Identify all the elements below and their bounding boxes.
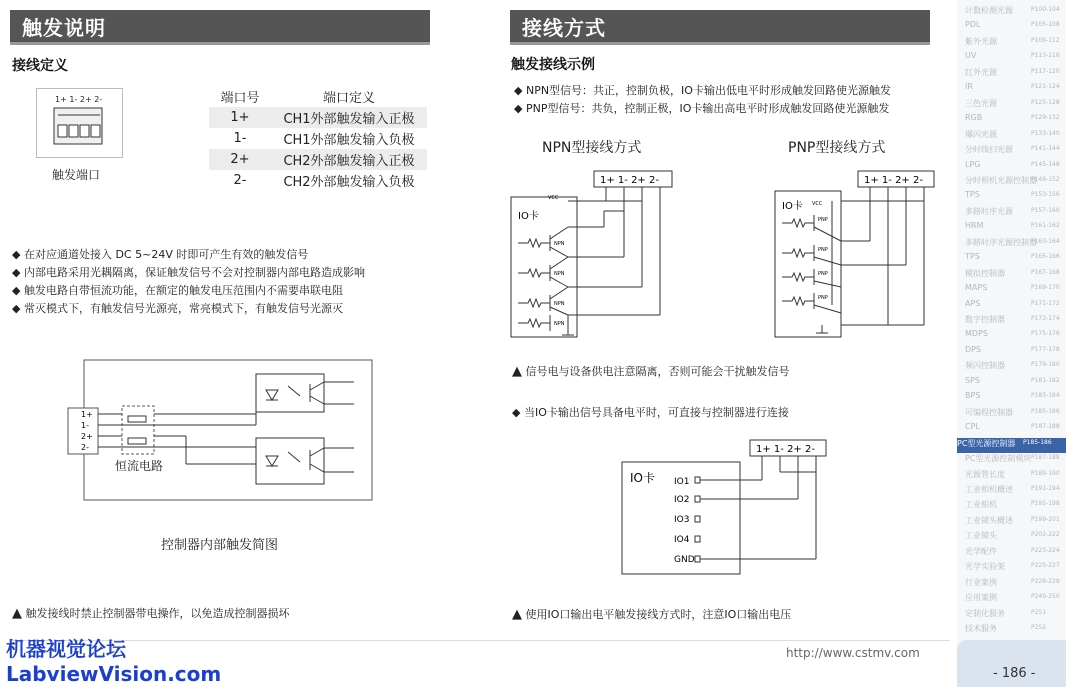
sidebar-item[interactable] <box>965 345 1065 360</box>
pnp-wiring-title: PNP型接线方式 <box>788 140 886 156</box>
sidebar-item[interactable] <box>965 515 1065 530</box>
sidebar-item-page: P175-176 <box>1031 330 1060 338</box>
internal-trigger-circuit-diagram <box>66 356 376 506</box>
port-table-header-cell: 端口号 <box>220 91 260 106</box>
right-warning-1 <box>512 363 790 379</box>
pnp-transistor-label: PNP <box>818 271 828 277</box>
sidebar-item[interactable] <box>965 268 1065 283</box>
pnp-description-text: PNP型信号：共负，控制正极，IO卡输出高电平时形成触发回路使光源触发 <box>525 102 890 115</box>
sidebar-item-page: P251 <box>1031 608 1047 616</box>
sidebar-item-page: P113-116 <box>1031 52 1060 60</box>
sidebar-item-label: 分时线扫光源 <box>965 145 1013 155</box>
diamond-bullet-icon: ◆ <box>12 248 24 261</box>
sidebar-item-label: 模拟控制器 <box>965 268 1005 278</box>
sidebar-item-label: 分时相机光源控制器 <box>965 175 1037 185</box>
left-warning-text: 触发接线时禁止控制器带电操作，以免造成控制器损坏 <box>25 607 290 620</box>
table-row <box>209 170 427 191</box>
port-definition-title: 接线定义 <box>12 58 68 74</box>
io-pin-label: IO4 <box>674 535 690 545</box>
trigger-example-title: 触发接线示例 <box>511 57 595 73</box>
right-header-title: 接线方式 <box>522 16 606 40</box>
sidebar-item[interactable] <box>965 113 1065 128</box>
port-cell: 1- <box>233 131 247 146</box>
port-def-cell: CH1外部触发输入负极 <box>283 133 415 148</box>
right-header-bar <box>510 10 930 45</box>
sidebar-item-label: 工业相机 <box>965 500 997 510</box>
bullet-text: 触发电路自带恒流功能，在额定的触发电压范围内不需要串联电阻 <box>23 284 343 297</box>
sidebar-item[interactable] <box>965 5 1065 20</box>
bullet-text: 常灭模式下，有触发信号光源亮，常亮模式下，有触发信号光源灭 <box>23 302 343 315</box>
sidebar-item-label: BPS <box>965 391 981 401</box>
circuit-pin-label: 1+ <box>81 410 93 419</box>
npn-vcc-label: VCC <box>548 195 559 201</box>
npn-wiring-diagram <box>508 165 688 345</box>
port-cell: 2- <box>233 173 247 188</box>
io-pin-label: IO3 <box>674 515 690 525</box>
sidebar-item[interactable] <box>965 82 1065 97</box>
connector-caption: 触发端口 <box>52 168 101 182</box>
right-warning-2-text: 使用IO口输出电平触发接线方式时，注意IO口输出电压 <box>525 608 792 621</box>
sidebar-item[interactable] <box>965 190 1065 205</box>
sidebar-item-page: P195-198 <box>1031 500 1060 508</box>
sidebar-item-page: P171-172 <box>1031 299 1060 307</box>
sidebar-item-page: P223-224 <box>1031 546 1060 554</box>
connector-pins-label: 1+ 1- 2+ 2- <box>55 95 103 104</box>
diamond-bullet-icon: ◆ <box>512 406 524 419</box>
forum-watermark: 机器视觉论坛 <box>6 637 126 661</box>
sidebar-item[interactable] <box>965 221 1065 236</box>
sidebar-item[interactable] <box>965 469 1065 484</box>
port-table-header-cell: 端口定义 <box>322 91 375 106</box>
list-item <box>12 300 343 316</box>
sidebar-item[interactable] <box>965 376 1065 391</box>
npn-description <box>514 82 891 98</box>
sidebar-item-page: P228-229 <box>1031 577 1060 585</box>
npn-transistor-label: NPN <box>554 321 565 327</box>
sidebar-item-page: P165-166 <box>1031 253 1060 261</box>
sidebar-item-page: P187-188 <box>1031 454 1060 462</box>
left-header-title: 触发说明 <box>22 16 106 40</box>
io-direct-bullet <box>512 404 789 420</box>
left-header-bar <box>10 10 430 45</box>
sidebar-item-label: 光源管长度 <box>965 469 1005 479</box>
sidebar-item[interactable] <box>965 237 1065 252</box>
terminal-label: 1+ 1- 2+ 2- <box>864 175 923 186</box>
sidebar-item[interactable] <box>965 484 1065 499</box>
sidebar-item-label: PC型光源控制器 <box>957 438 1016 448</box>
sidebar-item-label: LPG <box>965 159 981 169</box>
bullet-text: 内部电路采用光耦隔离，保证触发信号不会对控制器内部电路造成影响 <box>23 266 365 279</box>
sidebar-item[interactable] <box>965 391 1065 406</box>
sidebar-item-page: P225-227 <box>1031 562 1060 570</box>
circuit-pin-label: 2- <box>81 443 89 452</box>
sidebar-item[interactable] <box>965 51 1065 66</box>
sidebar-item[interactable] <box>965 20 1065 35</box>
list-item <box>12 246 308 262</box>
sidebar-item[interactable] <box>965 422 1065 437</box>
npn-wiring-title: NPN型接线方式 <box>542 140 642 156</box>
sidebar-item[interactable] <box>965 499 1065 514</box>
sidebar-item-label: PDL <box>965 20 981 30</box>
sidebar-item[interactable] <box>957 438 1066 453</box>
sidebar-item-label: TPS <box>965 252 980 262</box>
constant-current-label: 恒流电路 <box>115 459 164 473</box>
io-card-label: IO卡 <box>630 471 655 485</box>
port-def-cell: CH2外部触发输入负极 <box>283 175 415 190</box>
sidebar-item-page: P121-124 <box>1031 83 1060 91</box>
sidebar-item[interactable] <box>965 530 1065 545</box>
sidebar-item-page: P199-201 <box>1031 515 1060 523</box>
warning-icon: ▲ <box>512 364 522 379</box>
diamond-bullet-icon: ◆ <box>12 266 24 279</box>
pnp-vcc-label: VCC <box>812 201 823 207</box>
diamond-bullet-icon: ◆ <box>12 302 24 315</box>
pnp-description <box>514 100 889 116</box>
company-url: http://www.cstmv.com <box>786 646 920 660</box>
sidebar-item-label: 计数检测光源 <box>965 6 1013 15</box>
warning-icon: ▲ <box>12 606 22 621</box>
sidebar-item[interactable] <box>965 577 1065 592</box>
sidebar-item-label: 爆闪光源 <box>965 129 997 139</box>
footer-divider <box>10 640 950 641</box>
sidebar-item[interactable] <box>965 283 1065 298</box>
sidebar-item[interactable] <box>965 608 1065 623</box>
sidebar-item-label: 行业案例 <box>965 577 997 587</box>
circuit-caption: 控制器内部触发简图 <box>161 538 279 553</box>
table-row <box>209 128 427 149</box>
sidebar-item-label: 技术服务 <box>965 624 997 633</box>
sidebar-item-label: 应用案例 <box>965 593 997 603</box>
sidebar-item[interactable] <box>965 144 1065 159</box>
sidebar-item[interactable] <box>965 206 1065 221</box>
list-item <box>12 282 343 298</box>
sidebar-item-page: P252 <box>1031 624 1047 631</box>
pnp-wiring-diagram <box>772 165 938 345</box>
sidebar-item-label: 光学配件 <box>965 546 997 556</box>
circuit-pin-label: 2+ <box>81 432 93 441</box>
sidebar-item-page: P161-162 <box>1031 222 1060 230</box>
sidebar-item-page: P153-156 <box>1031 191 1060 199</box>
site-watermark: LabviewVision.com <box>6 662 222 686</box>
sidebar-item-page: P141-144 <box>1031 145 1060 153</box>
npn-io-card-label: IO卡 <box>518 211 539 222</box>
sidebar-item[interactable] <box>965 175 1065 190</box>
sidebar-item-label: HRM <box>965 221 984 231</box>
sidebar-item-label: 紫外光源 <box>965 36 997 46</box>
sidebar-item-page: P179-180 <box>1031 361 1060 369</box>
sidebar-item-label: 可编程控制器 <box>965 407 1013 417</box>
io-direct-bullet-text: 当IO卡输出信号具备电平时，可直接与控制器进行连接 <box>523 406 789 419</box>
sidebar-item-label: 红外光源 <box>965 67 997 77</box>
right-warning-1-text: 信号电与设备供电注意隔离，否则可能会干扰触发信号 <box>525 365 790 378</box>
io-pin-label: GND <box>674 555 695 565</box>
sidebar-item-page: P149-152 <box>1031 175 1060 183</box>
sidebar-item[interactable] <box>965 592 1065 607</box>
sidebar-item-page: P185-186 <box>1023 438 1052 446</box>
sidebar-item-page: P173-174 <box>1031 315 1060 322</box>
diamond-bullet-icon: ◆ <box>514 84 526 97</box>
sidebar-item-page: P187-188 <box>1031 423 1060 431</box>
trigger-connector-image <box>36 88 123 158</box>
io-direct-wiring-diagram <box>620 436 830 578</box>
sidebar-item[interactable] <box>965 453 1065 468</box>
port-cell: 1+ <box>230 110 250 125</box>
sidebar-item-label: APS <box>965 298 981 308</box>
port-table <box>209 86 427 191</box>
sidebar-item-label: PC型光源控制模块 <box>965 454 1032 464</box>
sidebar-item-page: P157-160 <box>1031 206 1060 214</box>
sidebar-item-page: P189-190 <box>1031 469 1060 477</box>
sidebar-item-label: CPL <box>965 422 980 432</box>
sidebar-item-label: 工业相机概述 <box>965 484 1013 494</box>
io-pin-label: IO1 <box>674 477 690 487</box>
sidebar-item-label: 三色光源 <box>965 98 997 108</box>
sidebar-item-page: P202-222 <box>1031 531 1060 539</box>
sidebar-item-page: P185-186 <box>1031 407 1060 415</box>
sidebar-item-page: P100-104 <box>1031 6 1060 13</box>
circuit-pin-label: 1- <box>81 421 89 430</box>
port-def-cell: CH2外部触发输入正极 <box>283 154 415 169</box>
sidebar-item-label: IR <box>965 82 973 92</box>
sidebar-item-page: P169-170 <box>1031 284 1060 292</box>
sidebar-item-page: P129-132 <box>1031 114 1060 122</box>
sidebar-item-label: 工业镜头概述 <box>965 515 1013 525</box>
sidebar-item[interactable] <box>965 129 1065 144</box>
sidebar-item[interactable] <box>965 252 1065 267</box>
sidebar-item-label: 工业镜头 <box>965 531 997 541</box>
npn-transistor-label: NPN <box>554 301 565 307</box>
sidebar-item-label: MAPS <box>965 283 988 293</box>
sidebar-item-label: 光学实验架 <box>965 562 1005 572</box>
sidebar-item-label: DPS <box>965 344 982 354</box>
sidebar-item[interactable] <box>965 360 1065 375</box>
terminal-block-icon <box>53 107 105 147</box>
terminal-label: 1+ 1- 2+ 2- <box>756 444 815 455</box>
sidebar-item-label: MDPS <box>965 329 988 339</box>
pnp-transistor-label: PNP <box>818 217 828 223</box>
sidebar-item[interactable] <box>965 329 1065 344</box>
sidebar-item-page: P125-128 <box>1031 98 1060 106</box>
sidebar-item-page: P240-250 <box>1031 593 1060 601</box>
sidebar-item-label: TPS <box>965 190 980 200</box>
page-number-tab <box>957 640 1066 687</box>
sidebar-item[interactable] <box>965 546 1065 561</box>
sidebar-item[interactable] <box>965 36 1065 51</box>
npn-description-text: NPN型信号：共正，控制负极，IO卡输出低电平时形成触发回路使光源触发 <box>525 84 891 97</box>
pnp-transistor-label: PNP <box>818 247 828 253</box>
sidebar-item-page: P167-168 <box>1031 268 1060 276</box>
pnp-transistor-label: PNP <box>818 295 828 301</box>
sidebar-item-page: P109-112 <box>1031 36 1060 44</box>
sidebar-item[interactable] <box>965 98 1065 113</box>
table-row <box>209 107 427 128</box>
list-item <box>12 264 365 280</box>
sidebar-item-page: P117-120 <box>1031 67 1060 75</box>
sidebar-item-page: P191-194 <box>1031 484 1060 492</box>
sidebar-item-page: P105-108 <box>1031 21 1060 29</box>
sidebar-item[interactable] <box>965 299 1065 314</box>
npn-transistor-label: NPN <box>554 271 565 277</box>
bullet-text: 在对应通道处接入 DC 5~24V 时即可产生有效的触发信号 <box>23 248 309 261</box>
warning-icon: ▲ <box>512 607 522 622</box>
diamond-bullet-icon: ◆ <box>514 102 526 115</box>
terminal-label: 1+ 1- 2+ 2- <box>600 175 659 186</box>
sidebar-item-label: SPS <box>965 375 980 385</box>
sidebar-item-page: P183-184 <box>1031 392 1060 400</box>
left-warning <box>12 605 290 621</box>
table-row <box>209 149 427 170</box>
port-cell: 2+ <box>230 152 250 167</box>
sidebar-item-label: RGB <box>965 113 983 123</box>
sidebar-item[interactable] <box>965 561 1065 576</box>
right-warning-2 <box>512 606 791 622</box>
sidebar-item-label: UV <box>965 51 977 61</box>
io-pin-label: IO2 <box>674 495 690 505</box>
port-table-header <box>209 86 427 107</box>
sidebar-item-label: 多路时序光源 <box>965 206 1013 216</box>
sidebar-item-page: P145-148 <box>1031 160 1060 168</box>
sidebar-item-page: P177-178 <box>1031 345 1060 353</box>
sidebar-item-label: 多路时序光源控制器 <box>965 237 1037 247</box>
sidebar-item[interactable] <box>965 314 1065 329</box>
sidebar-item-page: P181-182 <box>1031 376 1060 384</box>
sidebar-item[interactable] <box>965 160 1065 175</box>
diamond-bullet-icon: ◆ <box>12 284 24 297</box>
sidebar-item[interactable] <box>965 67 1065 82</box>
sidebar-item[interactable] <box>965 623 1065 638</box>
page-number: - 186 - <box>993 666 1036 681</box>
sidebar-item-page: P163-164 <box>1031 237 1060 245</box>
sidebar-item-label: 数字控制器 <box>965 315 1005 324</box>
sidebar-item-label: 频闪控制器 <box>965 361 1005 371</box>
sidebar-item-page: P133-140 <box>1031 129 1060 137</box>
port-def-cell: CH1外部触发输入正极 <box>283 112 415 127</box>
npn-transistor-label: NPN <box>554 241 565 247</box>
pnp-io-card-label: IO卡 <box>782 201 803 212</box>
sidebar-item-label: 定制化服务 <box>965 608 1005 618</box>
catalog-sidebar <box>957 0 1066 687</box>
sidebar-item[interactable] <box>965 407 1065 422</box>
